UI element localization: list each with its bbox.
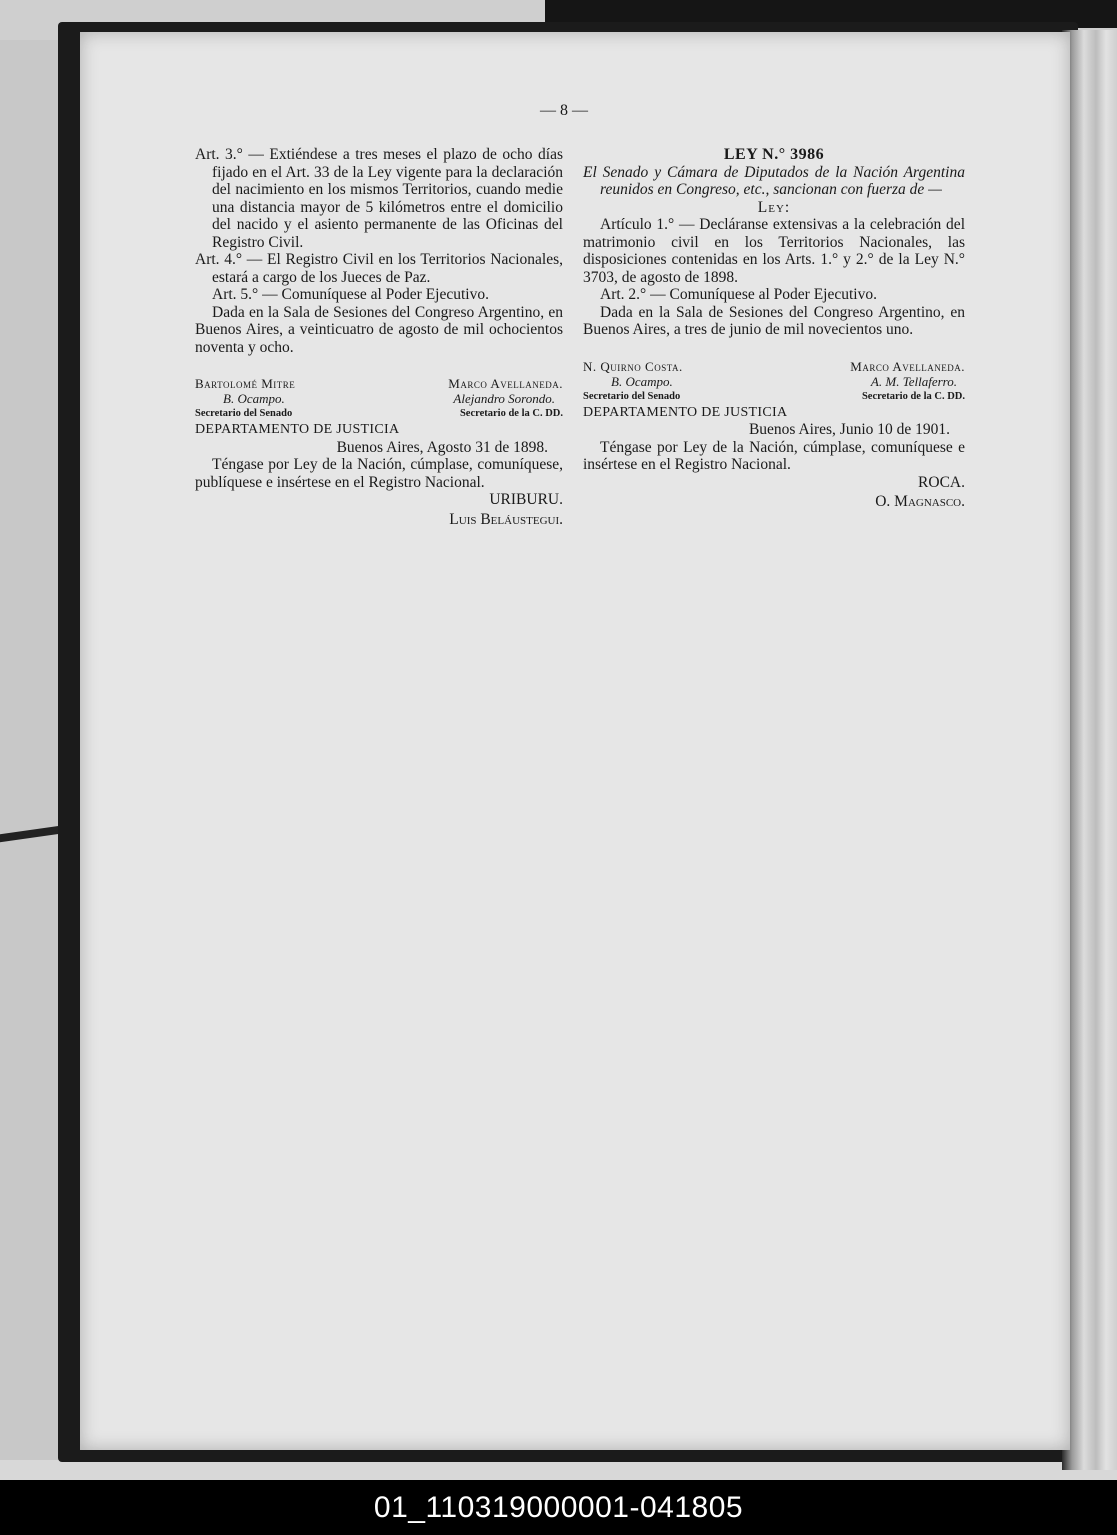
deputies-president: Marco Avellaneda.	[448, 376, 563, 391]
deputies-secretary: A. M. Tellaferro.	[870, 373, 957, 389]
senate-secretary: B. Ocampo.	[611, 373, 673, 389]
deputies-president: Marco Avellaneda.	[850, 358, 965, 374]
scan-footer-bar	[0, 1480, 1117, 1535]
preamble: El Senado y Cámara de Diputados de la Nación Argentina reunidos en Congreso, etc., sancionan con fuerza de —	[583, 163, 965, 198]
article-2: Art. 2.° — Comuníquese al Poder Ejecutivo.	[600, 286, 877, 303]
department-heading: DEPARTAMENTO DE JUSTICIA	[195, 422, 400, 437]
article-4: Art. 4.° — El Registro Civil en los Territorios Nacionales, estará a cargo de los Jueces de Paz.	[195, 251, 563, 286]
signer-minister: Luis Beláustegui.	[449, 510, 563, 528]
signer-president: URIBURU.	[489, 491, 563, 508]
scan-background-left	[0, 40, 60, 1460]
signature-senate	[195, 376, 295, 421]
signature-block	[583, 359, 965, 404]
dada-paragraph: Dada en la Sala de Sesiones del Congreso Argentino, en Buenos Aires, a tres de junio de mil novecientos uno.	[583, 303, 965, 338]
left-column	[195, 146, 563, 528]
law-title: LEY N.° 3986	[723, 146, 825, 163]
signer-president: ROCA.	[918, 473, 965, 491]
deputies-secretary-role: Secretario de la C. DD.	[459, 408, 563, 419]
signature-deputies	[448, 376, 563, 421]
article-1: Artículo 1.° — Decláranse extensivas a la celebración del matrimonio civil en los Territorios Nacionales, las disposiciones contenidas en los Arts. 1.° y 2.° de la Ley N.° 3703, de agosto de 1898.	[583, 216, 965, 286]
dada-paragraph: Dada en la Sala de Sesiones del Congreso Argentino, en Buenos Aires, a veinticuatro de agosto de mil ochocientos noventa y ocho.	[195, 303, 563, 356]
signature-block	[195, 376, 563, 421]
department-heading: DEPARTAMENTO DE JUSTICIA	[583, 404, 788, 420]
senate-president: N. Quirno Costa.	[583, 358, 683, 374]
enactment-paragraph: Téngase por Ley de la Nación, cúmplase, comuníquese e insértese en el Registro Nacional.	[583, 438, 965, 473]
senate-secretary: B. Ocampo.	[223, 391, 285, 406]
deputies-secretary-role: Secretario de la C. DD.	[861, 390, 965, 402]
senate-secretary-role: Secretario del Senado	[583, 390, 681, 402]
enactment-paragraph: Téngase por Ley de la Nación, cúmplase, comuníquese, publíquese e insértese en el Registro Nacional.	[195, 456, 563, 491]
article-5: Art. 5.° — Comuníquese al Poder Ejecutivo.	[212, 286, 489, 303]
right-column	[583, 146, 965, 511]
signature-senate	[583, 359, 683, 404]
signer-minister: O. Magnasco.	[875, 493, 965, 510]
senate-secretary-role: Secretario del Senado	[195, 408, 293, 419]
deputies-secretary: Alejandro Sorondo.	[453, 391, 555, 406]
page-edges	[1062, 30, 1117, 1470]
scan-identifier: 01_110319000001-041805	[373, 1490, 744, 1524]
senate-president: Bartolomé Mitre	[195, 376, 296, 391]
ley-heading: Ley:	[757, 198, 791, 216]
signature-deputies	[850, 359, 965, 404]
decree-date: Buenos Aires, Agosto 31 de 1898.	[336, 438, 548, 456]
decree-date: Buenos Aires, Junio 10 de 1901.	[748, 421, 950, 438]
page-number: — 8 —	[540, 102, 588, 119]
article-3: Art. 3.° — Extiéndese a tres meses el plazo de ocho días fijado en el Art. 33 de la Ley vigente para la declaración del nacimiento en los mismos Territorios, cuando medie una distancia mayor de 5 kilómetros entre el domicilio del nacido y el asiento permanente de las Oficinas del Registro Civil.	[195, 146, 563, 251]
